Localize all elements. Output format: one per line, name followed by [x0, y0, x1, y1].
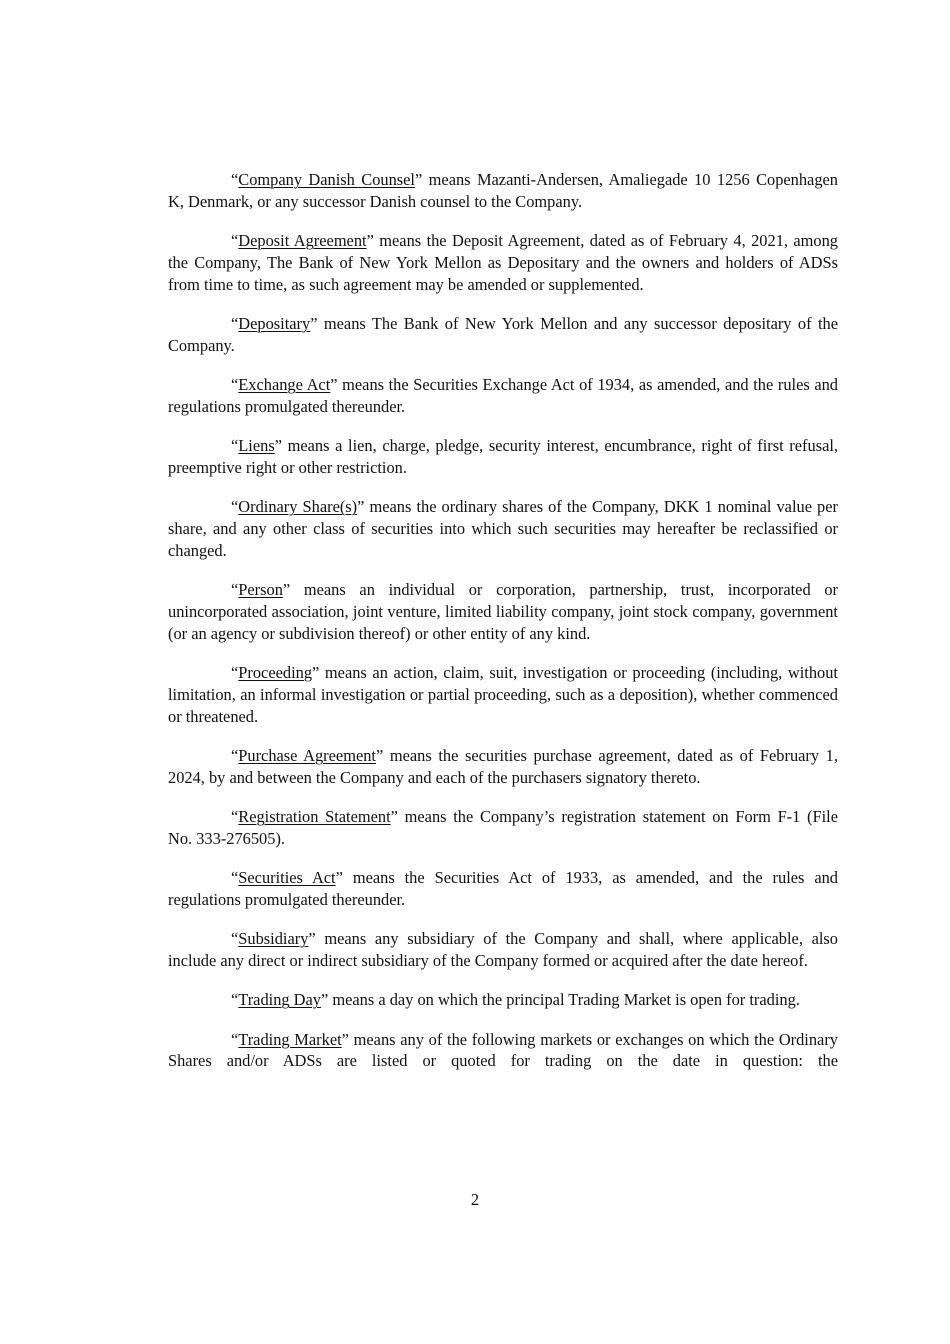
definition-proceeding: “Proceeding” means an action, claim, suit, investigation or proceeding (including, without limitation, an informal investigation or partial proceeding, such as a deposition), whether commenced or threatened.: [168, 663, 838, 726]
defined-term: Ordinary Share(s): [238, 497, 358, 517]
definition-exchange-act: “Exchange Act” means the Securities Exchange Act of 1934, as amended, and the rules and regulations promulgated thereunder.: [168, 375, 838, 416]
definition-text: means a lien, charge, pledge, security interest, encumbrance, right of first refusal, preemptive right or other restriction.: [168, 436, 838, 477]
definition-text: means an action, claim, suit, investigation or proceeding (including, without limitation, an informal investigation or partial proceeding, such as a deposition), whether commenced or threatened.: [168, 663, 838, 726]
page-number: 2: [470, 1190, 480, 1209]
defined-term: Registration Statement: [238, 807, 391, 827]
definition-text: means The Bank of New York Mellon and any successor depositary of the Company.: [168, 313, 838, 355]
definition-liens: “Liens” means a lien, charge, pledge, security interest, encumbrance, right of first refusal, preemptive right or other restriction.: [168, 436, 838, 477]
definition-text: means the ordinary shares of the Company, DKK 1 nominal value per share, and any other class of securities into which such securities may hereafter be reclassified or changed.: [168, 497, 838, 560]
defined-term: Subsidiary: [238, 929, 309, 949]
defined-term: Trading Market: [238, 1029, 342, 1049]
defined-term: Company Danish Counsel: [238, 170, 415, 189]
document-body: [168, 169, 838, 1072]
definition-purchase-agreement: “Purchase Agreement” means the securities purchase agreement, dated as of February 1, 2024, by and between the Company and each of the purchasers signatory thereto.: [168, 745, 838, 787]
definition-text: means any of the following markets or exchanges on which the Ordinary Shares and/or ADSs are listed or quoted for trading on the date in question: the: [168, 1029, 838, 1071]
definition-text: means a day on which the principal Trading Market is open for trading.: [328, 990, 800, 1010]
definition-text: means any subsidiary of the Company and shall, where applicable, also include any direct or indirect subsidiary of the Company formed or acquired after the date hereof.: [168, 929, 838, 971]
defined-term: Liens: [238, 436, 275, 456]
defined-term: Exchange Act: [238, 375, 331, 395]
definition-ordinary-shares: “Ordinary Share(s)” means the ordinary shares of the Company, DKK 1 nominal value per share, and any other class of securities into which such securities may hereafter be reclassified or changed.: [168, 497, 838, 560]
defined-term: Deposit Agreement: [238, 231, 367, 251]
definition-subsidiary: “Subsidiary” means any subsidiary of the Company and shall, where applicable, also include any direct or indirect subsidiary of the Company formed or acquired after the date hereof.: [168, 929, 838, 971]
defined-term: Trading Day: [238, 990, 321, 1010]
defined-term: Securities Act: [238, 868, 336, 888]
definition-company-danish-counsel: “Company Danish Counsel” means Mazanti-Andersen, Amaliegade 10 1256 Copenhagen K, Denmark, or any successor Danish counsel to the Company.: [168, 170, 838, 211]
defined-term: Proceeding: [238, 663, 313, 683]
definition-depositary: “Depositary” means The Bank of New York Mellon and any successor depositary of the Company.: [168, 313, 838, 355]
definition-registration-statement: “Registration Statement” means the Company’s registration statement on Form F-1 (File No. 333-276505).: [168, 807, 839, 848]
definition-text: means the securities purchase agreement, dated as of February 1, 2024, by and between the Company and each of the purchasers signatory thereto.: [168, 745, 838, 787]
definition-text: means the Securities Act of 1933, as amended, and the rules and regulations promulgated thereunder.: [168, 868, 838, 909]
definition-text: means an individual or corporation, partnership, trust, incorporated or unincorporated association, joint venture, limited liability company, joint stock company, government (or an agency or subdivision thereof) or other entity of any kind.: [168, 580, 838, 643]
defined-term: Depositary: [238, 313, 311, 333]
definition-securities-act: “Securities Act” means the Securities Act of 1933, as amended, and the rules and regulations promulgated thereunder.: [168, 868, 838, 909]
definition-text: means the Deposit Agreement, dated as of February 4, 2021, among the Company, The Bank of New York Mellon as Depositary and the owners and holders of ADSs from time to time, as such agreement may be amended or supplemented.: [168, 231, 839, 294]
definition-person: “Person” means an individual or corporation, partnership, trust, incorporated or unincorporated association, joint venture, limited liability company, joint stock company, government (or an agency or subdivision thereof) or other entity of any kind.: [168, 580, 838, 643]
definition-trading-day: “Trading Day” means a day on which the principal Trading Market is open for trading.: [231, 990, 800, 1010]
definition-text: means the Securities Exchange Act of 1934, as amended, and the rules and regulations promulgated thereunder.: [168, 375, 838, 416]
definition-text: means the Company’s registration statement on Form F-1 (File No. 333-276505).: [168, 807, 839, 848]
definition-deposit-agreement: “Deposit Agreement” means the Deposit Agreement, dated as of February 4, 2021, among the Company, The Bank of New York Mellon as Depositary and the owners and holders of ADSs from time to time, as such agreement may be amended or supplemented.: [168, 231, 839, 294]
definition-trading-market: “Trading Market” means any of the following markets or exchanges on which the Ordinary Shares and/or ADSs are listed or quoted for trading on the date in question: the: [168, 1029, 838, 1071]
defined-term: Purchase Agreement: [238, 745, 376, 765]
definition-text: means Mazanti-Andersen, Amaliegade 10 1256 Copenhagen K, Denmark, or any successor Danish counsel to the Company.: [168, 170, 838, 211]
defined-term: Person: [238, 580, 283, 600]
